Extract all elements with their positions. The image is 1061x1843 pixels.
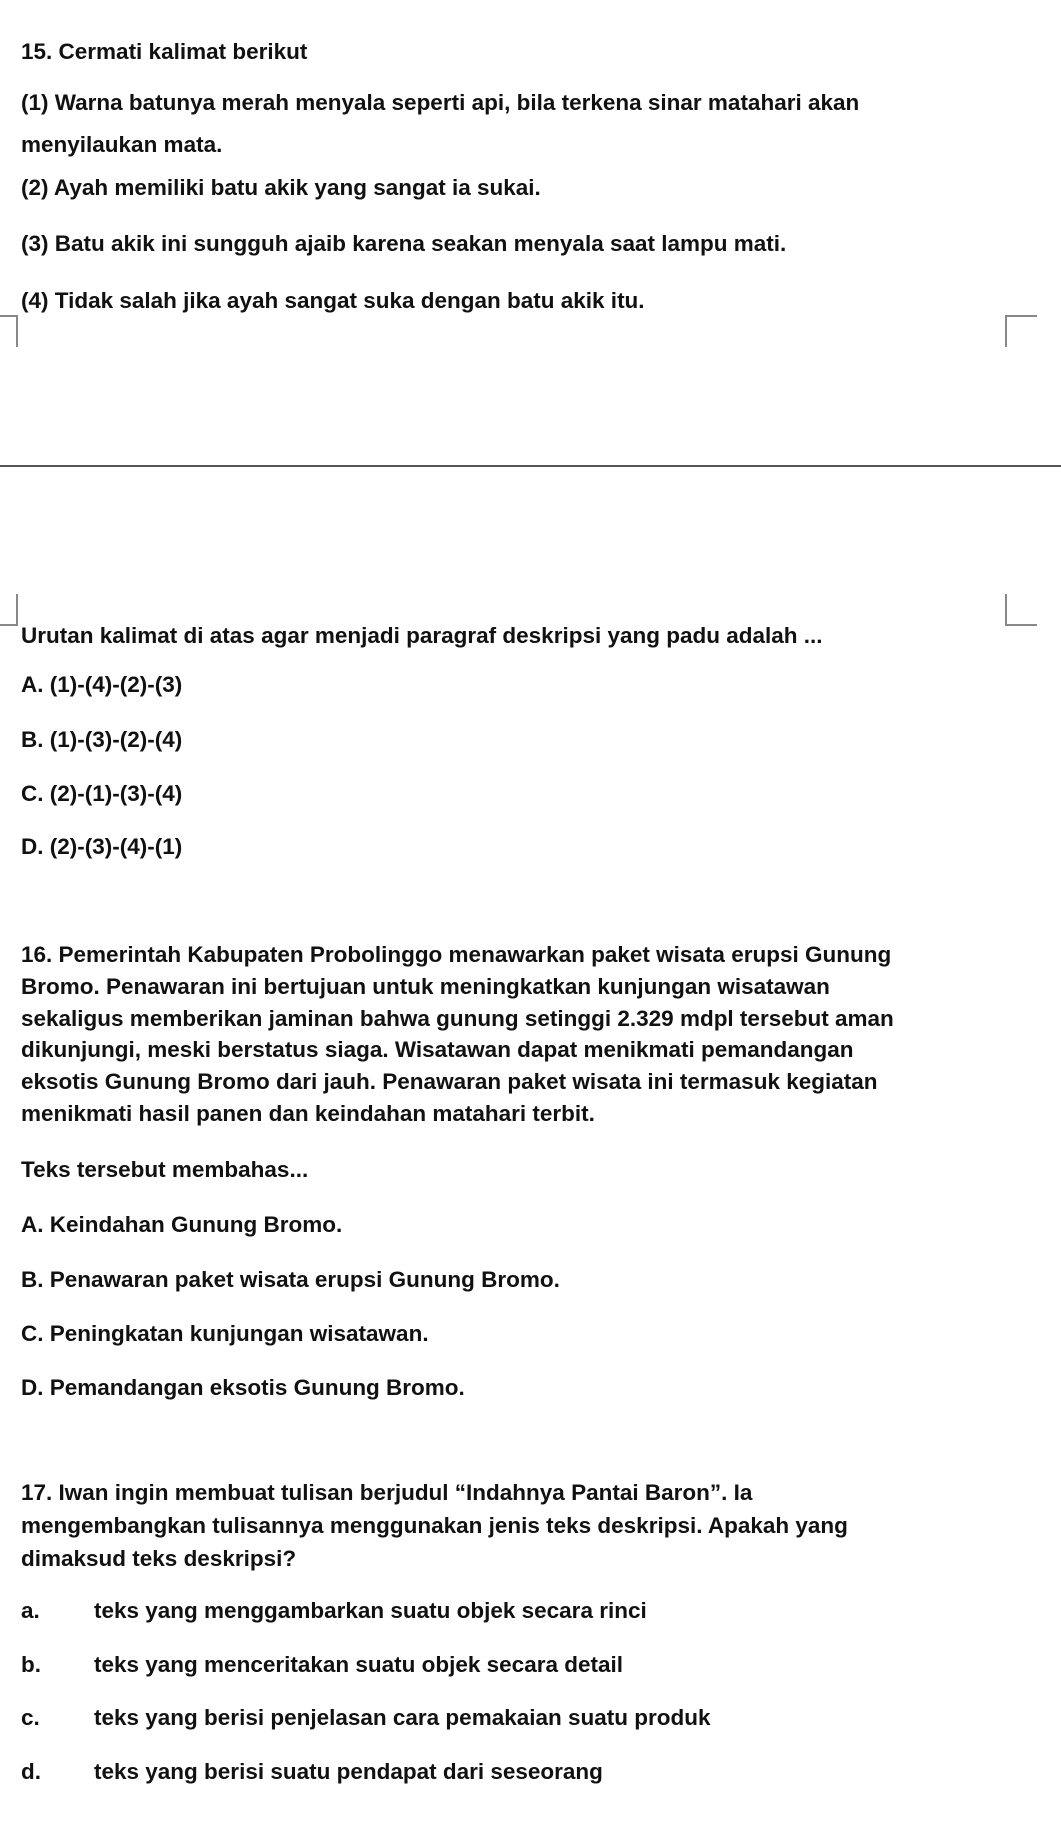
q15-option-a[interactable]: A. (1)-(4)-(2)-(3) — [21, 672, 183, 697]
q16-prompt: Teks tersebut membahas... — [21, 1157, 309, 1182]
option-text: teks yang berisi penjelasan cara pemakaian suatu produk — [94, 1705, 711, 1730]
q16-option-b[interactable]: B. Penawaran paket wisata erupsi Gunung Bromo. — [21, 1267, 560, 1292]
option-letter: b. — [21, 1652, 41, 1677]
q15-sentence-1-cont: menyilaukan mata. — [21, 132, 223, 157]
page-divider — [0, 465, 1061, 467]
option-letter: d. — [21, 1759, 41, 1784]
option-letter: a. — [21, 1598, 40, 1623]
option-text: teks yang menceritakan suatu objek secara detail — [94, 1652, 623, 1677]
q16-line-3: sekaligus memberikan jaminan bahwa gunung setinggi 2.329 mdpl tersebut aman — [21, 1006, 894, 1031]
q16-option-d[interactable]: D. Pemandangan eksotis Gunung Bromo. — [21, 1375, 465, 1400]
option-text: teks yang berisi suatu pendapat dari seseorang — [94, 1759, 603, 1784]
q16-option-c[interactable]: C. Peningkatan kunjungan wisatawan. — [21, 1321, 429, 1346]
crop-mark-bottom-left — [0, 594, 18, 626]
crop-mark-top-left — [0, 315, 18, 347]
q17-line-3: dimaksud teks deskripsi? — [21, 1546, 297, 1571]
q15-sentence-2: (2) Ayah memiliki batu akik yang sangat ia sukai. — [21, 175, 541, 200]
q16-line-1: 16. Pemerintah Kabupaten Probolinggo menawarkan paket wisata erupsi Gunung — [21, 942, 892, 967]
option-text: teks yang menggambarkan suatu objek secara rinci — [94, 1598, 647, 1623]
q15-sentence-4: (4) Tidak salah jika ayah sangat suka dengan batu akik itu. — [21, 288, 645, 313]
q15-title: 15. Cermati kalimat berikut — [21, 39, 308, 64]
crop-mark-bottom-right — [1005, 594, 1037, 626]
q16-line-2: Bromo. Penawaran ini bertujuan untuk meningkatkan kunjungan wisatawan — [21, 974, 830, 999]
q16-line-6: menikmati hasil panen dan keindahan matahari terbit. — [21, 1101, 595, 1126]
crop-mark-top-right — [1005, 315, 1037, 347]
q17-line-2: mengembangkan tulisannya menggunakan jenis teks deskripsi. Apakah yang — [21, 1513, 848, 1538]
option-letter: c. — [21, 1705, 40, 1730]
q15-option-d[interactable]: D. (2)-(3)-(4)-(1) — [21, 834, 183, 859]
q16-line-4: dikunjungi, meski berstatus siaga. Wisatawan dapat menikmati pemandangan — [21, 1037, 854, 1062]
q15-option-c[interactable]: C. (2)-(1)-(3)-(4) — [21, 781, 183, 806]
q16-line-5: eksotis Gunung Bromo dari jauh. Penawaran paket wisata ini termasuk kegiatan — [21, 1069, 878, 1094]
q17-line-1: 17. Iwan ingin membuat tulisan berjudul “Indahnya Pantai Baron”. Ia — [21, 1480, 753, 1505]
q15-prompt: Urutan kalimat di atas agar menjadi paragraf deskripsi yang padu adalah ... — [21, 623, 823, 648]
q15-sentence-3: (3) Batu akik ini sungguh ajaib karena seakan menyala saat lampu mati. — [21, 231, 787, 256]
q15-sentence-1: (1) Warna batunya merah menyala seperti api, bila terkena sinar matahari akan — [21, 90, 860, 115]
q15-option-b[interactable]: B. (1)-(3)-(2)-(4) — [21, 727, 183, 752]
q16-option-a[interactable]: A. Keindahan Gunung Bromo. — [21, 1212, 343, 1237]
